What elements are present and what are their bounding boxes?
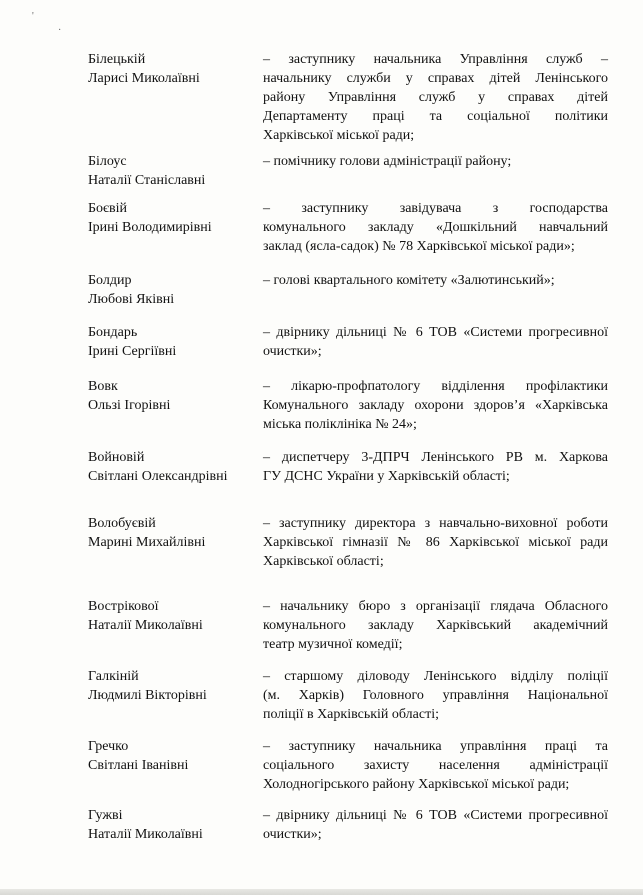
given-names: Наталії Станіславні bbox=[88, 173, 206, 188]
given-names: Людмилі Вікторівні bbox=[88, 688, 207, 703]
desc-line: – голові квартального комітету «Залютинський»; bbox=[263, 273, 555, 288]
desc-line: – начальнику бюро з організації глядача Обласного bbox=[263, 599, 608, 614]
person-name bbox=[88, 377, 253, 415]
desc-line: заклад (ясла-садок) № 78 Харківської міської ради»; bbox=[263, 239, 575, 254]
surname: Волобуєвій bbox=[88, 516, 156, 531]
desc-line: – помічнику голови адміністрації району; bbox=[263, 154, 512, 169]
desc-line: Харківської області; bbox=[263, 554, 384, 569]
desc-line: – лікарю-профпатологу відділення профілактики bbox=[263, 379, 608, 394]
surname: Гужві bbox=[88, 808, 123, 823]
person-name bbox=[88, 199, 253, 237]
surname: Вострікової bbox=[88, 599, 159, 614]
desc-line: (м. Харків) Головного управління Національної bbox=[263, 688, 608, 703]
position-description bbox=[263, 377, 608, 434]
person-name bbox=[88, 323, 253, 361]
position-description bbox=[263, 806, 608, 844]
given-names: Світлані Олександрівні bbox=[88, 469, 228, 484]
given-names: Світлані Іванівні bbox=[88, 758, 189, 773]
person-name bbox=[88, 50, 253, 88]
surname: Вовк bbox=[88, 379, 118, 394]
surname: Гречко bbox=[88, 739, 129, 754]
given-names: Ірині Володимирівні bbox=[88, 220, 212, 235]
desc-line: поліції в Харківській області; bbox=[263, 707, 439, 722]
desc-line: Холодногірського району Харківської міської ради; bbox=[263, 777, 570, 792]
position-description bbox=[263, 667, 608, 724]
desc-line: комунального закладу «Дошкільний навчальний bbox=[263, 220, 608, 235]
person-name bbox=[88, 152, 253, 190]
surname: Боєвій bbox=[88, 201, 128, 216]
desc-line: Департаменту праці та соціальної політики bbox=[263, 109, 608, 124]
position-description bbox=[263, 514, 608, 571]
position-description bbox=[263, 152, 608, 171]
position-description bbox=[263, 323, 608, 361]
page-bottom-edge bbox=[0, 889, 643, 895]
desc-line: – двірнику дільниці № 6 ТОВ «Системи прогресивної bbox=[263, 325, 608, 340]
desc-line: – заступнику начальника Управління служб – bbox=[263, 52, 608, 67]
desc-line: театр музичної комедії; bbox=[263, 637, 403, 652]
surname: Бондарь bbox=[88, 325, 138, 340]
position-description bbox=[263, 737, 608, 794]
desc-line: Харківської гімназії № 86 Харківської міської ради bbox=[263, 535, 608, 550]
desc-line: Комунального закладу охорони здоров’я «Харківська bbox=[263, 398, 608, 413]
given-names: Наталії Миколаївні bbox=[88, 618, 203, 633]
desc-line: начальнику служби у справах дітей Ленінського bbox=[263, 71, 608, 86]
desc-line: – диспетчеру 3-ДПРЧ Ленінського РВ м. Харкова bbox=[263, 450, 608, 465]
desc-line: – старшому діловоду Ленінського відділу поліції bbox=[263, 669, 608, 684]
surname: Войновій bbox=[88, 450, 145, 465]
person-name bbox=[88, 737, 253, 775]
scan-mark: · bbox=[58, 25, 62, 36]
position-description bbox=[263, 597, 608, 654]
person-name bbox=[88, 597, 253, 635]
position-description bbox=[263, 271, 608, 290]
position-description bbox=[263, 199, 608, 256]
desc-line: очистки»; bbox=[263, 827, 322, 842]
desc-line: соціального захисту населення адміністрації bbox=[263, 758, 608, 773]
given-names: Ларисі Миколаївні bbox=[88, 71, 200, 86]
person-name bbox=[88, 448, 253, 486]
person-name bbox=[88, 806, 253, 844]
person-name bbox=[88, 271, 253, 309]
desc-line: очистки»; bbox=[263, 344, 322, 359]
position-description bbox=[263, 50, 608, 145]
given-names: Марині Михайлівні bbox=[88, 535, 206, 550]
surname: Білоус bbox=[88, 154, 127, 169]
surname: Галкіній bbox=[88, 669, 139, 684]
desc-line: – заступнику директора з навчально-виховної роботи bbox=[263, 516, 608, 531]
desc-line: – двірнику дільниці № 6 ТОВ «Системи прогресивної bbox=[263, 808, 608, 823]
desc-line: Харківської міської ради; bbox=[263, 128, 415, 143]
given-names: Наталії Миколаївні bbox=[88, 827, 203, 842]
surname: Білецькій bbox=[88, 52, 146, 67]
scan-mark: ' bbox=[32, 11, 34, 22]
desc-line: району Управління служб у справах дітей bbox=[263, 90, 608, 105]
given-names: Ірині Сергіївні bbox=[88, 344, 177, 359]
person-name bbox=[88, 667, 253, 705]
surname: Болдир bbox=[88, 273, 132, 288]
desc-line: комунального закладу Харківський академічний bbox=[263, 618, 608, 633]
desc-line: – заступнику завідувача з господарства bbox=[263, 201, 608, 216]
desc-line: міська поліклініка № 24»; bbox=[263, 417, 417, 432]
position-description bbox=[263, 448, 608, 486]
given-names: Ользі Ігорівні bbox=[88, 398, 171, 413]
person-name bbox=[88, 514, 253, 552]
desc-line: ГУ ДСНС України у Харківській області; bbox=[263, 469, 510, 484]
desc-line: – заступнику начальника управління праці та bbox=[263, 739, 608, 754]
given-names: Любові Яківні bbox=[88, 292, 175, 307]
